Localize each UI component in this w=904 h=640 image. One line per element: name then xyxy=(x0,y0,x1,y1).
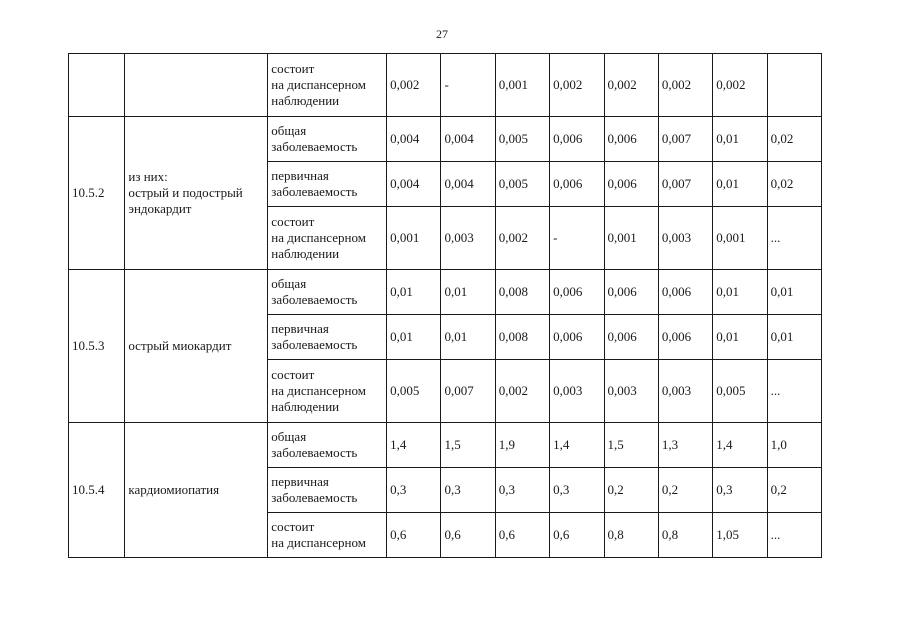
value-cell: 0,003 xyxy=(604,360,658,423)
value-cell: 1,4 xyxy=(550,423,604,468)
table-row xyxy=(69,117,822,162)
row-measure-label: общая заболеваемость xyxy=(268,117,387,162)
value-cell: 0,006 xyxy=(604,117,658,162)
table-row xyxy=(69,423,822,468)
value-cell: 0,001 xyxy=(713,207,767,270)
value-cell: 0,008 xyxy=(495,270,549,315)
value-cell: 0,02 xyxy=(767,162,821,207)
value-cell: 0,007 xyxy=(441,360,495,423)
value-cell: 0,01 xyxy=(767,270,821,315)
row-code xyxy=(69,54,125,117)
value-cell: 0,01 xyxy=(387,315,441,360)
row-disease-name: острый миокардит xyxy=(125,270,268,423)
page-number: 27 xyxy=(436,27,448,41)
value-cell: 0,01 xyxy=(767,315,821,360)
table-body xyxy=(69,54,822,558)
value-cell: 0,005 xyxy=(387,360,441,423)
value-cell: 0,3 xyxy=(441,468,495,513)
value-cell: 1,4 xyxy=(387,423,441,468)
value-cell: 0,006 xyxy=(550,270,604,315)
table-row xyxy=(69,54,822,117)
statistics-table xyxy=(68,53,822,558)
value-cell: 0,3 xyxy=(387,468,441,513)
value-cell: 0,004 xyxy=(387,117,441,162)
value-cell: 0,003 xyxy=(441,207,495,270)
row-measure-label: состоит на диспансерном наблюдении xyxy=(268,360,387,423)
value-cell: 0,02 xyxy=(767,117,821,162)
value-cell: 0,006 xyxy=(550,315,604,360)
value-cell: 0,006 xyxy=(550,117,604,162)
row-measure-label: состоит на диспансерном наблюдении xyxy=(268,207,387,270)
value-cell: 0,006 xyxy=(604,315,658,360)
value-cell: 0,002 xyxy=(550,54,604,117)
value-cell: 0,01 xyxy=(713,315,767,360)
row-code: 10.5.3 xyxy=(69,270,125,423)
value-cell: 0,002 xyxy=(713,54,767,117)
value-cell: 1,9 xyxy=(495,423,549,468)
value-cell: 1,3 xyxy=(658,423,712,468)
value-cell: 1,5 xyxy=(441,423,495,468)
value-cell: 0,008 xyxy=(495,315,549,360)
value-cell: 0,8 xyxy=(604,513,658,558)
value-cell: 0,01 xyxy=(713,270,767,315)
value-cell: 0,006 xyxy=(604,162,658,207)
value-cell: 0,002 xyxy=(495,360,549,423)
value-cell: 0,003 xyxy=(658,207,712,270)
value-cell: 0,6 xyxy=(495,513,549,558)
value-cell: 0,6 xyxy=(441,513,495,558)
row-measure-label: первичная заболеваемость xyxy=(268,468,387,513)
value-cell: ... xyxy=(767,513,821,558)
value-cell: - xyxy=(441,54,495,117)
value-cell: 0,006 xyxy=(604,270,658,315)
value-cell: 0,002 xyxy=(604,54,658,117)
value-cell: 0,01 xyxy=(441,270,495,315)
value-cell: 0,005 xyxy=(495,117,549,162)
value-cell: 0,002 xyxy=(495,207,549,270)
value-cell: 1,05 xyxy=(713,513,767,558)
value-cell: 0,001 xyxy=(604,207,658,270)
value-cell: 1,5 xyxy=(604,423,658,468)
value-cell: 0,3 xyxy=(550,468,604,513)
value-cell: 0,001 xyxy=(387,207,441,270)
value-cell: 0,002 xyxy=(658,54,712,117)
value-cell: 0,6 xyxy=(387,513,441,558)
value-cell: 0,007 xyxy=(658,117,712,162)
value-cell: 1,0 xyxy=(767,423,821,468)
value-cell: ... xyxy=(767,207,821,270)
value-cell: 0,01 xyxy=(713,162,767,207)
value-cell: 0,005 xyxy=(495,162,549,207)
value-cell: 0,8 xyxy=(658,513,712,558)
row-measure-label: состоит на диспансерном xyxy=(268,513,387,558)
value-cell: 0,01 xyxy=(387,270,441,315)
value-cell: 0,3 xyxy=(495,468,549,513)
row-measure-label: общая заболеваемость xyxy=(268,423,387,468)
value-cell: 0,003 xyxy=(550,360,604,423)
row-disease-name xyxy=(125,54,268,117)
value-cell xyxy=(767,54,821,117)
value-cell: ... xyxy=(767,360,821,423)
row-code: 10.5.2 xyxy=(69,117,125,270)
value-cell: 0,01 xyxy=(713,117,767,162)
value-cell: 0,2 xyxy=(604,468,658,513)
row-disease-name: кардиомиопатия xyxy=(125,423,268,558)
value-cell: 0,3 xyxy=(713,468,767,513)
value-cell: 0,004 xyxy=(387,162,441,207)
value-cell: 0,006 xyxy=(658,315,712,360)
value-cell: 0,005 xyxy=(713,360,767,423)
value-cell: 0,004 xyxy=(441,117,495,162)
value-cell: 0,006 xyxy=(658,270,712,315)
row-measure-label: состоит на диспансерном наблюдении xyxy=(268,54,387,117)
value-cell: 0,2 xyxy=(658,468,712,513)
value-cell: 0,01 xyxy=(441,315,495,360)
value-cell: 0,004 xyxy=(441,162,495,207)
value-cell: 0,006 xyxy=(550,162,604,207)
row-measure-label: первичная заболеваемость xyxy=(268,162,387,207)
value-cell: 0,6 xyxy=(550,513,604,558)
row-disease-name: из них: острый и подострый эндокардит xyxy=(125,117,268,270)
value-cell: 0,2 xyxy=(767,468,821,513)
row-measure-label: общая заболеваемость xyxy=(268,270,387,315)
table-row xyxy=(69,270,822,315)
value-cell: 1,4 xyxy=(713,423,767,468)
value-cell: 0,002 xyxy=(387,54,441,117)
value-cell: - xyxy=(550,207,604,270)
value-cell: 0,007 xyxy=(658,162,712,207)
row-measure-label: первичная заболеваемость xyxy=(268,315,387,360)
value-cell: 0,003 xyxy=(658,360,712,423)
value-cell: 0,001 xyxy=(495,54,549,117)
row-code: 10.5.4 xyxy=(69,423,125,558)
